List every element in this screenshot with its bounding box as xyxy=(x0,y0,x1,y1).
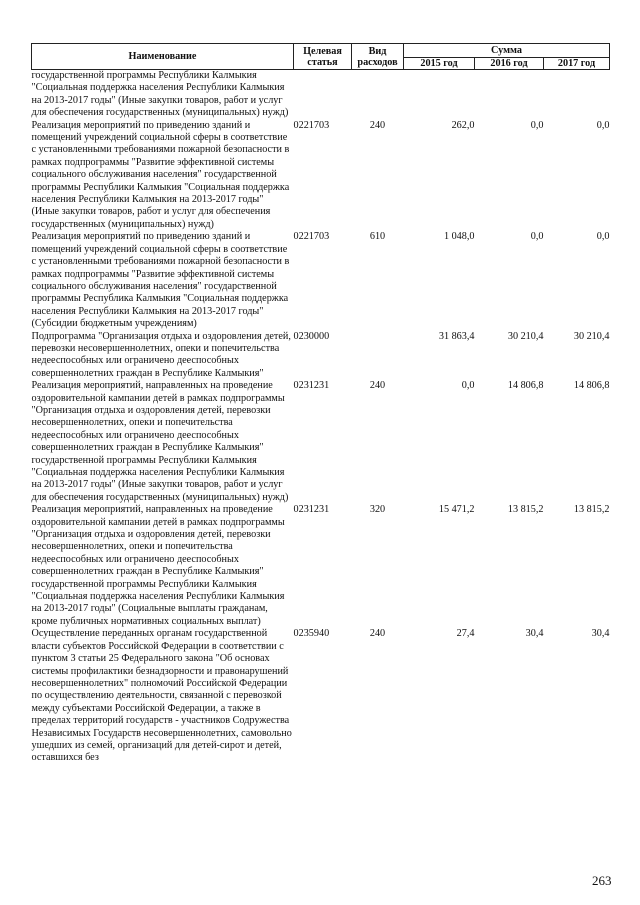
cell-code: 0221703 xyxy=(293,231,330,243)
cell-vid: 240 xyxy=(369,119,386,131)
cell-vid: 610 xyxy=(369,231,386,243)
cell-2017: 30 210,4 xyxy=(573,330,610,342)
cell-name: Подпрограмма "Организация отдыха и оздоровления детей, перевозки несовершеннолетних, опеки и попечительства недееспособных или ограничено дееспособных совершеннолетних граждан в Республике Калмыкия" xyxy=(31,330,291,379)
header-year-2015: 2015 год xyxy=(404,58,475,70)
cell-vid: 240 xyxy=(369,628,386,640)
table-header xyxy=(32,44,610,70)
cell-2015: 0,0 xyxy=(461,380,475,392)
cell-vid xyxy=(352,70,404,120)
cell-2017: 0,0 xyxy=(596,119,610,131)
cell-2016: 14 806,8 xyxy=(507,380,544,392)
header-year-2016: 2016 год xyxy=(475,58,544,70)
cell-name: Реализация мероприятий, направленных на проведение оздоровительной кампании детей в рамках подпрограммы "Организация отдыха и оздоровления детей, перевозки несовершеннолетних, опеки и попечительства недееспособных или ограничено дееспособных совершеннолетних граждан в Республике Калмыкия" государственной программы Республики Калмыкия "Социальная поддержка населения Республики Калмыкия на 2013-2017 годы" (Социальные выплаты гражданам, кроме публичных нормативных социальных выплат) xyxy=(31,504,285,627)
table-row xyxy=(32,231,610,330)
budget-table xyxy=(31,43,610,765)
cell-code xyxy=(294,70,352,120)
cell-vid: 240 xyxy=(369,380,386,392)
cell-2015: 1 048,0 xyxy=(443,231,475,243)
table-row xyxy=(32,70,610,120)
cell-name: Реализация мероприятий, направленных на проведение оздоровительной кампании детей в рамках подпрограммы "Организация отдыха и оздоровления детей, перевозки несовершеннолетних, опеки и попечительства недееспособных или ограничено дееспособных совершеннолетних граждан в Республике Калмыкия" государственной программы Республики Калмыкия "Социальная поддержка населения Республики Калмыкия на 2013-2017 годы" (Иные закупки товаров, работ и услуг для обеспечения государственных (муниципальных) нужд) xyxy=(31,380,289,503)
header-article: Целевая статья xyxy=(294,44,352,70)
cell-2016 xyxy=(475,70,544,120)
table-row xyxy=(32,628,610,764)
header-vid: Вид расходов xyxy=(352,44,404,70)
header-sum: Сумма xyxy=(404,44,610,58)
cell-2016: 30 210,4 xyxy=(507,330,544,342)
cell-2015: 15 471,2 xyxy=(438,504,475,516)
table-row xyxy=(32,380,610,504)
cell-2017: 0,0 xyxy=(596,231,610,243)
cell-2016: 0,0 xyxy=(530,119,544,131)
cell-2016: 13 815,2 xyxy=(507,504,544,516)
cell-2016: 0,0 xyxy=(530,231,544,243)
table-row xyxy=(32,504,610,628)
cell-name: государственной программы Республики Калмыкия "Социальная поддержка населения Республики Калмыкия на 2013-2017 годы" (Иные закупки товаров, работ и услуг для обеспечения государственных (муниципальных) нужд) xyxy=(31,70,289,119)
cell-code: 0221703 xyxy=(293,119,330,131)
table-row xyxy=(32,331,610,381)
page-number: 263 xyxy=(592,873,612,888)
cell-code: 0231231 xyxy=(293,380,330,392)
cell-2017: 14 806,8 xyxy=(573,380,610,392)
cell-vid: 320 xyxy=(369,504,386,516)
header-name: Наименование xyxy=(32,44,294,70)
cell-name: Осуществление переданных органам государственной власти субъектов Российской Федерации в соответствии с пунктом 3 статьи 25 Федерального закона "Об основах системы профилактики безнадзорности и правонарушений несовершеннолетних" полномочий Российской Федерации по осуществлению деятельности, связанной с перевозкой между субъектами Российской Федерации, а также в пределах территорий государств - участников Содружества Независимых Государств несовершеннолетних, самовольно ушедших из семей, организаций для детей-сирот и детей, оставшихся без xyxy=(31,628,292,764)
cell-code: 0230000 xyxy=(293,330,330,342)
cell-2016: 30,4 xyxy=(525,628,544,640)
table-body xyxy=(32,70,610,765)
cell-2015 xyxy=(404,70,475,120)
cell-2015: 262,0 xyxy=(451,119,475,131)
header-year-2017: 2017 год xyxy=(544,58,610,70)
cell-2017: 13 815,2 xyxy=(573,504,610,516)
cell-code: 0231231 xyxy=(293,504,330,516)
cell-name: Реализация мероприятий по приведению зданий и помещений учреждений социальной сферы в соответствие с установленными требованиями пожарной безопасности в рамках подпрограммы "Развитие эффективной системы социального обслуживания населения" государственной программы Республики Калмыкия "Социальная поддержка населения Республики Калмыкия на 2013-2017 годы" (Иные закупки товаров, работ и услуг для обеспечения государственных (муниципальных) нужд) xyxy=(31,119,290,230)
cell-vid xyxy=(352,331,404,381)
table-row xyxy=(32,120,610,232)
cell-code: 0235940 xyxy=(293,628,330,640)
cell-2015: 27,4 xyxy=(456,628,475,640)
cell-2017: 30,4 xyxy=(591,628,610,640)
cell-name: Реализация мероприятий по приведению зданий и помещений учреждений социальной сферы в соответствие с установленными требованиями пожарной безопасности в рамках подпрограммы "Развитие эффективной системы социального обслуживания населения" государственной программы Республика Калмыкия "Социальная поддержка населения Республики Калмыкия на 2013-2017 годы" (Субсидии бюджетным учреждениям) xyxy=(31,231,290,330)
cell-2015: 31 863,4 xyxy=(438,330,475,342)
cell-2017 xyxy=(544,70,610,120)
